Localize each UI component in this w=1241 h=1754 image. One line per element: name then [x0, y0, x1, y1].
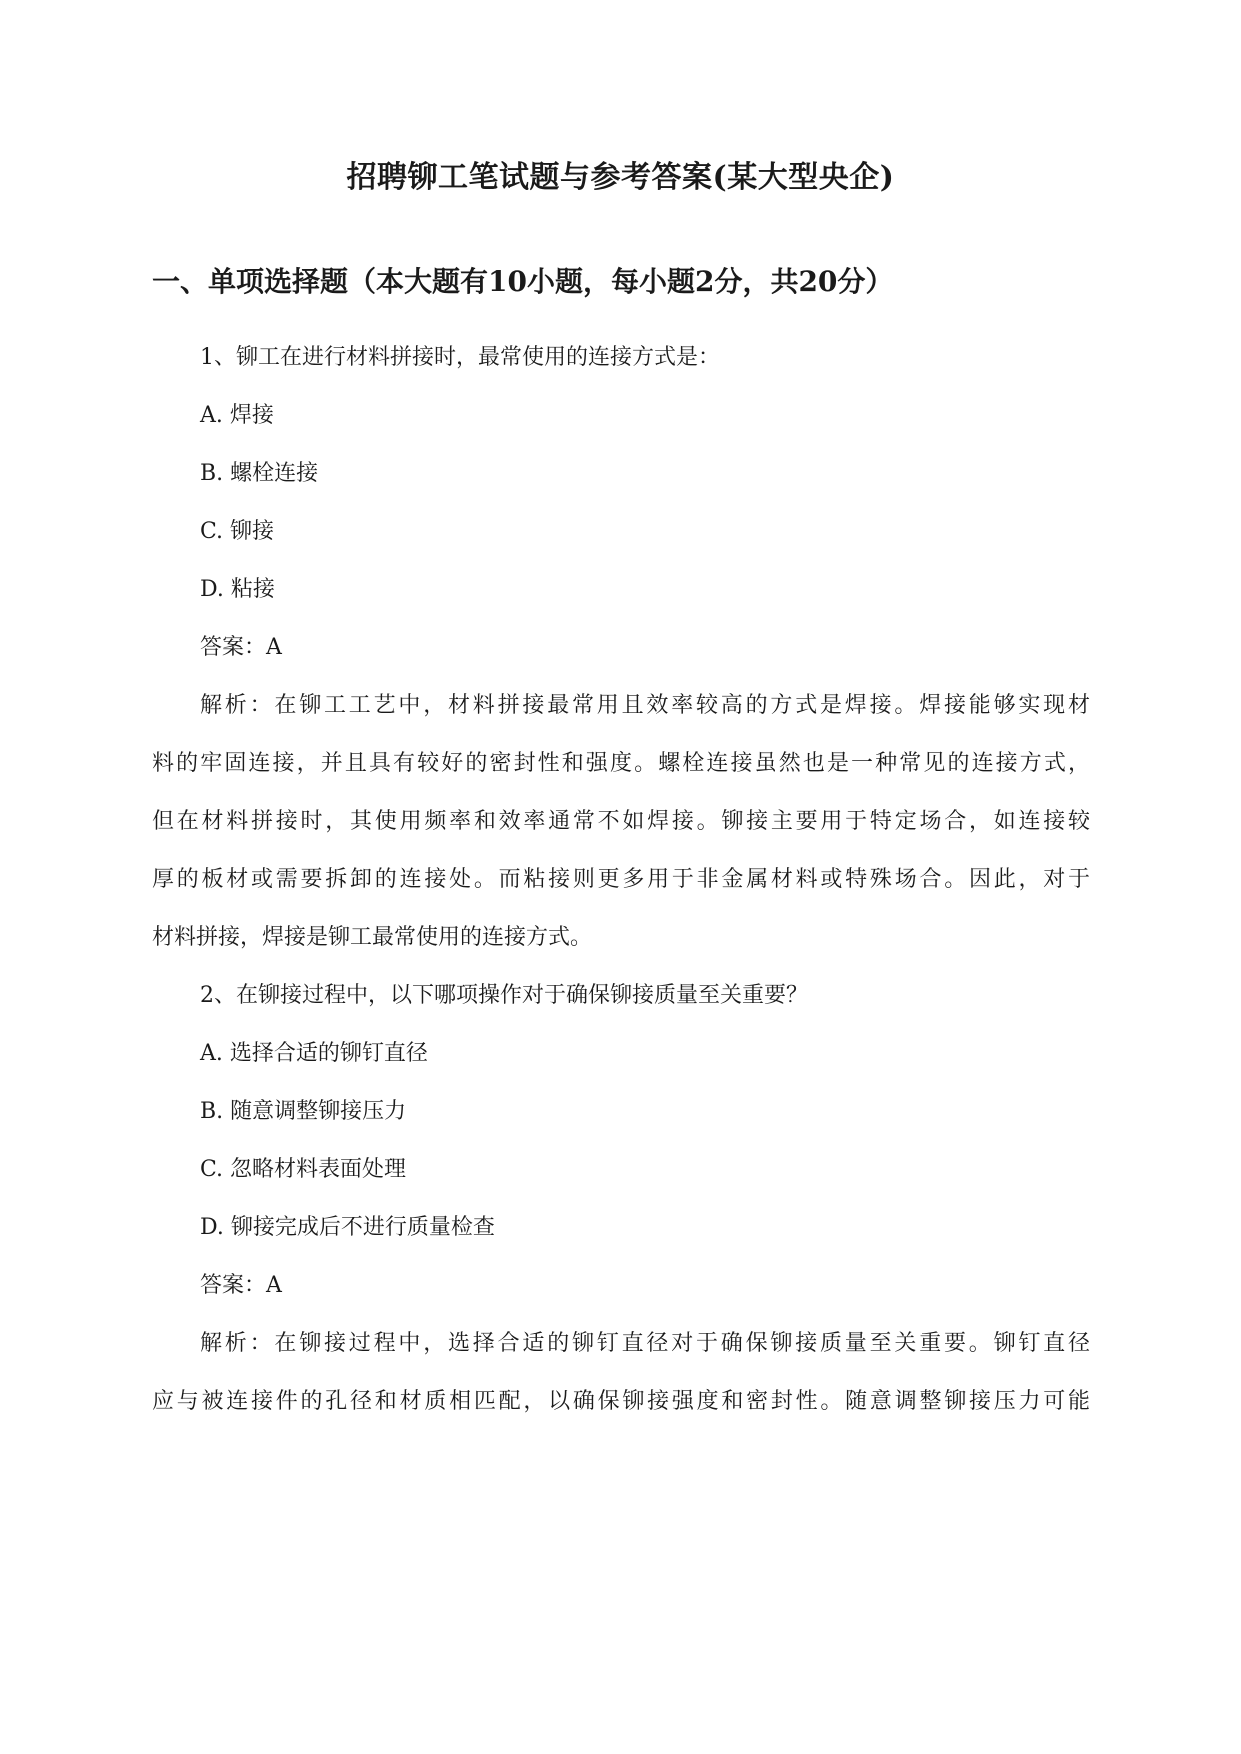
question-stem-2: 2、在铆接过程中，以下哪项操作对于确保铆接质量至关重要？ [200, 983, 808, 1008]
section-heading: 一、单项选择题（本大题有10小题，每小题2分，共20分） [152, 265, 894, 298]
question-stem-1: 1、铆工在进行材料拼接时，最常使用的连接方式是： [200, 345, 720, 370]
question-1-option-a: A. 焊接 [200, 403, 274, 428]
question-1-option-b: B. 螺栓连接 [200, 461, 319, 486]
question-2-option-a: A. 选择合适的铆钉直径 [200, 1041, 428, 1066]
question-2-option-c: C. 忽略材料表面处理 [200, 1157, 407, 1182]
question-2-answer: 答案：A [200, 1273, 282, 1298]
document-title: 招聘铆工笔试题与参考答案(某大型央企) [346, 160, 895, 195]
question-1-answer: 答案：A [200, 635, 282, 660]
question-2-analysis-line: 应与被连接件的孔径和材质相匹配，以确保铆接强度和密封性。随意调整铆接压力可能 [152, 1389, 1090, 1414]
question-1-analysis-line: 材料拼接，焊接是铆工最常使用的连接方式。 [152, 925, 593, 950]
question-2-option-d: D. 铆接完成后不进行质量检查 [200, 1215, 495, 1240]
question-2-analysis-line: 解析：在铆接过程中，选择合适的铆钉直径对于确保铆接质量至关重要。铆钉直径 [200, 1331, 1090, 1356]
question-1-analysis-line: 料的牢固连接，并且具有较好的密封性和强度。螺栓连接虽然也是一种常见的连接方式， [152, 751, 1090, 776]
question-1-analysis-line: 厚的板材或需要拆卸的连接处。而粘接则更多用于非金属材料或特殊场合。因此，对于 [152, 867, 1090, 892]
question-1-option-d: D. 粘接 [200, 577, 275, 602]
question-1-analysis-line: 但在材料拼接时，其使用频率和效率通常不如焊接。铆接主要用于特定场合，如连接较 [152, 809, 1090, 834]
question-1-analysis-line: 解析：在铆工工艺中，材料拼接最常用且效率较高的方式是焊接。焊接能够实现材 [200, 693, 1090, 718]
question-1-option-c: C. 铆接 [200, 519, 275, 544]
question-2-option-b: B. 随意调整铆接压力 [200, 1099, 407, 1124]
